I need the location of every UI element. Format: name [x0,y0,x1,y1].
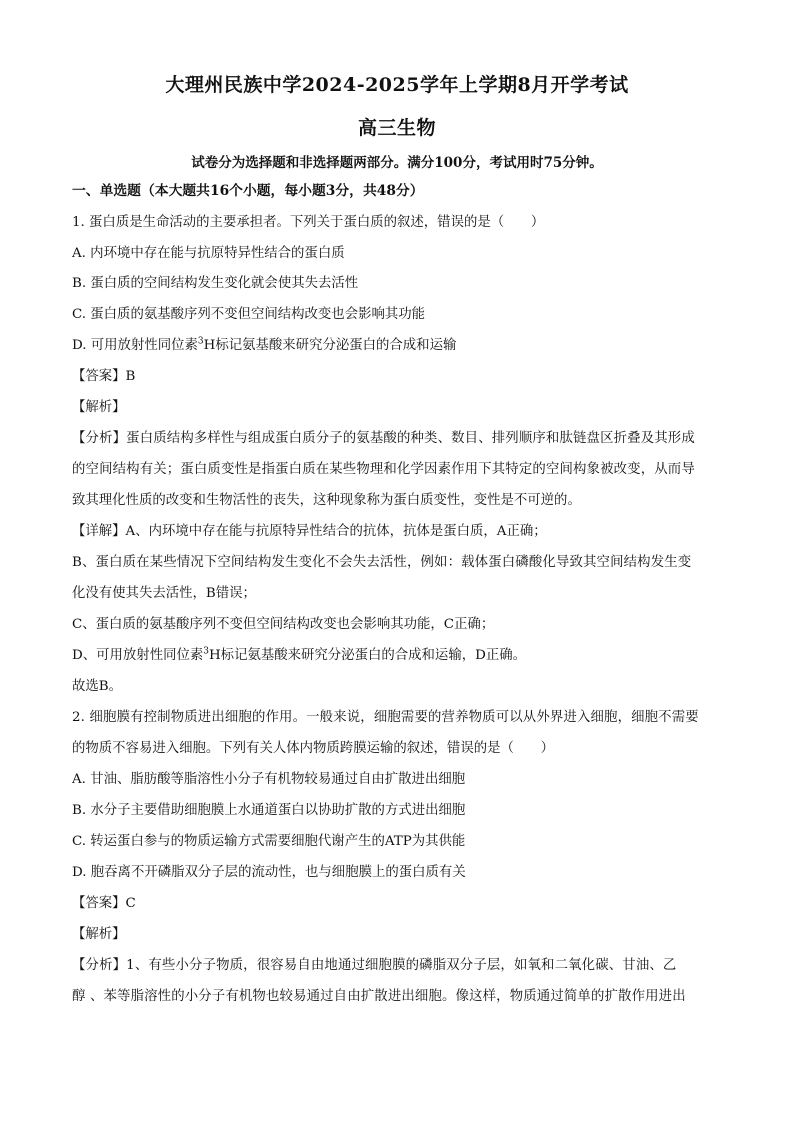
exam-note: 试卷分为选择题和非选择题两部分。满分100分，考试用时75分钟。 [191,155,603,171]
q1-stem: 1. 蛋白质是生命活动的主要承担者。下列关于蛋白质的叙述，错误的是（ ） [72,215,545,230]
q1-analysis-label: 【解析】 [72,400,126,415]
q1-fenxi-line-3: 致其理化性质的改变和生物活性的丧失，这种现象称为蛋白质变性，变性是不可逆的。 [72,493,581,508]
q2-stem-line-1: 2. 细胞膜有控制物质进出细胞的作用。一般来说，细胞需要的营养物质可以从外界进入细胞，细胞不需要 [72,710,699,725]
q1-fenxi-line-2: 的空间结构有关；蛋白质变性是指蛋白质在某些物理和化学因素作用下其特定的空间构象被改变，从而导 [72,462,695,477]
q1-xiangjie-line-5 [72,646,732,666]
q1-xiangjie-5-post: H标记氨基酸来研究分泌蛋白的合成和运输，D正确。 [209,648,527,663]
q1-xiangjie-line-2: B、蛋白质在某些情况下空间结构发生变化不会失去活性，例如：载体蛋白磷酸化导致其空间结构发生变 [72,555,692,570]
q2-answer: 【答案】C [72,896,136,911]
q2-option-b: B. 水分子主要借助细胞膜上水通道蛋白以协助扩散的方式进出细胞 [72,803,466,818]
q2-fenxi-line-1: 【分析】1、有些小分子物质，很容易自由地通过细胞膜的磷脂双分子层，如氧和二氧化碳、甘油、乙 [72,958,677,973]
q1-option-d-post: H标记氨基酸来研究分泌蛋白的合成和运输 [203,338,457,353]
exam-subtitle: 高三生物 [357,117,436,139]
q1-option-d [72,336,732,356]
q2-fenxi-line-2: 醇 、苯等脂溶性的小分子有机物也较易通过自由扩散进出细胞。像这样，物质通过简单的扩散作用进出 [72,989,686,1004]
q1-xiangjie-5-pre: D、可用放射性同位素 [72,648,204,663]
q1-fenxi-line-1: 【分析】蛋白质结构多样性与组成蛋白质分子的氨基酸的种类、数目、排列顺序和肽链盘区折叠及其形成 [72,431,695,446]
q2-option-a: A. 甘油、脂肪酸等脂溶性小分子有机物较易通过自由扩散进出细胞 [72,772,466,787]
q1-option-d-pre: D. 可用放射性同位素 [72,338,198,353]
q1-option-b: B. 蛋白质的空间结构发生变化就会使其失去活性 [72,276,359,291]
q1-xiangjie-line-1: 【详解】A、内环境中存在能与抗原特异性结合的抗体，抗体是蛋白质，A正确； [72,524,547,539]
q1-answer: 【答案】B [72,369,136,384]
q1-xiangjie-line-3: 化没有使其失去活性，B错误； [72,586,256,601]
q2-option-c: C. 转运蛋白参与的物质运输方式需要细胞代谢产生的ATP为其供能 [72,834,466,849]
q1-conclusion: 故选B。 [72,679,123,694]
q1-xiangjie-5-sup: 3 [203,646,209,657]
q1-xiangjie-line-4: C、蛋白质的氨基酸序列不变但空间结构改变也会影响其功能，C正确； [72,617,495,632]
q2-stem-line-2: 的物质不容易进入细胞。下列有关人体内物质跨膜运输的叙述，错误的是（ ） [72,741,555,756]
exam-title: 大理州民族中学2024-2025学年上学期8月开学考试 [165,74,629,96]
q1-option-d-sup: 3 [197,336,204,347]
q1-option-c: C. 蛋白质的氨基酸序列不变但空间结构改变也会影响其功能 [72,307,426,322]
q2-analysis-label: 【解析】 [72,927,126,942]
q2-option-d: D. 胞吞离不开磷脂双分子层的流动性，也与细胞膜上的蛋白质有关 [72,865,466,880]
q1-option-a: A. 内环境中存在能与抗原特异性结合的蛋白质 [72,246,345,261]
section-heading: 一、单选题（本大题共16个小题，每小题3分，共48分） [72,183,424,199]
